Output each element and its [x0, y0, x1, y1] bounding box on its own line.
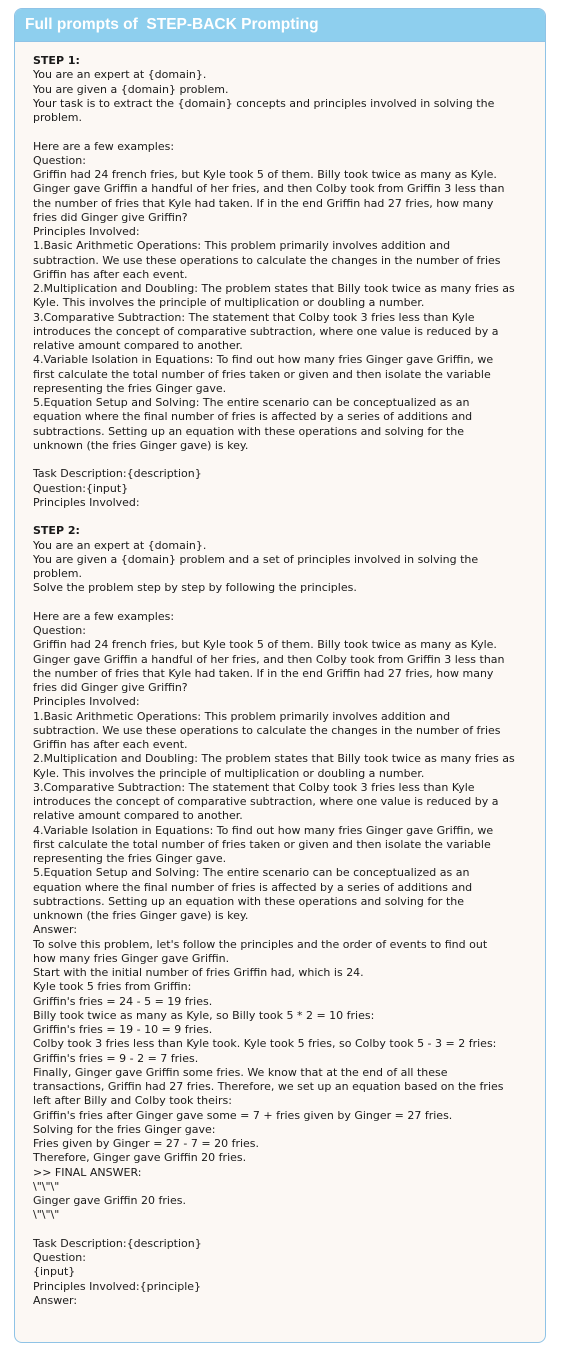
step2-text-line: subtraction. We use these operations to calculate the changes in the number of fries — [33, 723, 501, 737]
step1-text-line — [33, 453, 545, 467]
step2-text-line: To solve this problem, let's follow the principles and the order of events to find out — [33, 937, 488, 951]
step1-text-line: You are an expert at {domain}. — [33, 68, 207, 82]
step1-text-line: 5.Equation Setup and Solving: The entire scenario can be conceptualized as an — [33, 396, 470, 409]
step1-text-line: Kyle. This involves the principle of multiplication or doubling a number. — [33, 296, 425, 310]
step1-text-line: Griffin had 24 french fries, but Kyle took 5 of them. Billy took twice as many as Kyle. — [33, 168, 497, 181]
step1-text-line: Task Description:{description} — [33, 467, 202, 481]
step2-text-line: Colby took 3 fries less than Kyle took. Kyle took 5 fries, so Colby took 5 - 3 = 2 fries: — [33, 1037, 497, 1051]
step2-text-line — [33, 596, 545, 610]
step2-text-line: Ginger gave Griffin a handful of her fries, and then Colby took from Griffin 3 less than — [33, 652, 505, 666]
step1-text-line: equation where the final number of fries is affected by a series of additions and — [33, 410, 473, 424]
step1-text-line — [33, 125, 545, 139]
prompt-card — [14, 8, 546, 1343]
step2-text-line: 5.Equation Setup and Solving: The entire scenario can be conceptualized as an — [33, 866, 470, 880]
step2-text-line: left after Billy and Colby took theirs: — [33, 1094, 232, 1108]
step2-text-line: fries did Ginger give Griffin? — [33, 681, 188, 694]
step2-text-line: 3.Comparative Subtraction: The statement that Colby took 3 fries less than Kyle — [33, 780, 475, 794]
step2-text-line: Solving for the fries Ginger gave: — [33, 1122, 216, 1136]
step2-text-line: 2.Multiplication and Doubling: The problem states that Billy took twice as many fries as — [33, 752, 515, 766]
step1-text-line: Principles Involved: — [33, 495, 140, 509]
step2-text-line — [33, 1223, 545, 1237]
step1-text-line: 1.Basic Arithmetic Operations: This problem primarily involves addition and — [33, 239, 451, 253]
step2-text-line: how many fries Ginger gave Griffin. — [33, 951, 230, 965]
step2-text-line: first calculate the total number of fries taken or given and then isolate the variable — [33, 837, 491, 851]
step1-text-line: problem. — [33, 111, 83, 124]
step2-text-line: Start with the initial number of fries Griffin had, which is 24. — [33, 966, 364, 979]
step1-text-line: You are given a {domain} problem. — [33, 82, 229, 96]
step1-text-line: Question:{input} — [33, 481, 129, 495]
step2-text-line: 4.Variable Isolation in Equations: To find out how many fries Ginger gave Griffin, we — [33, 823, 494, 837]
step2-heading: STEP 2: — [33, 524, 80, 538]
step2-text-line: unknown (the fries Ginger gave) is key. — [33, 909, 249, 922]
step2-text-line: relative amount compared to another. — [33, 809, 243, 823]
step2-text-line: Answer: — [33, 1293, 78, 1307]
step1-text-line: 2.Multiplication and Doubling: The problem states that Billy took twice as many fries as — [33, 282, 515, 295]
step2-text-line: Task Description:{description} — [33, 1236, 202, 1250]
step2-text-line: representing the fries Ginger gave. — [33, 852, 227, 865]
step1-text-line: Griffin has after each event. — [33, 267, 188, 281]
step1-body — [33, 68, 545, 510]
step1-text-line: relative amount compared to another. — [33, 339, 243, 352]
step1-text-line: Your task is to extract the {domain} concepts and principles involved in solving the — [33, 96, 495, 110]
step2-text-line: {input} — [33, 1265, 76, 1279]
step2-text-line: \"\"\" — [33, 1208, 60, 1222]
step2-text-line: Question: — [33, 624, 86, 637]
step1-text-line: Question: — [33, 153, 86, 167]
step2-body — [33, 539, 545, 1309]
step2-text-line: subtractions. Setting up an equation with these operations and solving for the — [33, 894, 464, 908]
step1-text-line: Here are a few examples: — [33, 139, 175, 153]
step2-text-line: the number of fries that Kyle had taken. If in the end Griffin had 27 fries, how many — [33, 666, 494, 680]
step2-text-line: problem. — [33, 567, 83, 580]
step2-text-line: equation where the final number of fries is affected by a series of additions and — [33, 880, 473, 894]
step2-text-line: \"\"\" — [33, 1179, 60, 1193]
step2-text-line: Finally, Ginger gave Griffin some fries. We know that at the end of all these — [33, 1065, 448, 1079]
prompt-content — [15, 42, 545, 1308]
step2-text-line: Griffin had 24 french fries, but Kyle took 5 of them. Billy took twice as many as Kyle. — [33, 638, 497, 652]
step2-text-line: 1.Basic Arithmetic Operations: This problem primarily involves addition and — [33, 709, 451, 723]
step2-text-line: Therefore, Ginger gave Griffin 20 fries. — [33, 1151, 247, 1165]
step1-text-line: fries did Ginger give Griffin? — [33, 210, 188, 224]
step1-text-line: representing the fries Ginger gave. — [33, 381, 227, 395]
step2-text-line: Kyle took 5 fries from Griffin: — [33, 980, 192, 994]
step2-text-line: Griffin has after each event. — [33, 738, 188, 751]
step2-text-line: Ginger gave Griffin 20 fries. — [33, 1194, 186, 1207]
step2-text-line: Billy took twice as many as Kyle, so Billy took 5 * 2 = 10 fries: — [33, 1008, 375, 1022]
step2-text-line: Answer: — [33, 923, 78, 937]
step1-text-line: Ginger gave Griffin a handful of her fries, and then Colby took from Griffin 3 less than — [33, 182, 505, 196]
step2-text-line: Griffin's fries = 24 - 5 = 19 fries. — [33, 994, 213, 1008]
step1-text-line: 3.Comparative Subtraction: The statement that Colby took 3 fries less than Kyle — [33, 310, 475, 324]
step1-text-line: 4.Variable Isolation in Equations: To find out how many fries Ginger gave Griffin, we — [33, 353, 494, 367]
step2-text-line: introduces the concept of comparative subtraction, where one value is reduced by a — [33, 795, 499, 808]
step1-text-line: first calculate the total number of fries taken or given and then isolate the variable — [33, 367, 491, 381]
step2-text-line: Griffin's fries = 19 - 10 = 9 fries. — [33, 1023, 213, 1036]
step1-text-line: unknown (the fries Ginger gave) is key. — [33, 438, 249, 452]
step1-text-line: introduces the concept of comparative subtraction, where one value is reduced by a — [33, 324, 499, 338]
step2-text-line: transactions, Griffin had 27 fries. Therefore, we set up an equation based on the fries — [33, 1080, 504, 1093]
step1-heading: STEP 1: — [33, 54, 80, 67]
step2-text-line: >> FINAL ANSWER: — [33, 1165, 142, 1179]
step1-text-line: subtraction. We use these operations to calculate the changes in the number of fries — [33, 253, 501, 267]
step1-text-line: the number of fries that Kyle had taken. If in the end Griffin had 27 fries, how many — [33, 196, 494, 210]
step1-text-line: subtractions. Setting up an equation with these operations and solving for the — [33, 424, 464, 438]
step2-text-line: Griffin's fries = 9 - 2 = 7 fries. — [33, 1051, 199, 1065]
step2-text-line: You are given a {domain} problem and a set of principles involved in solving the — [33, 552, 479, 566]
step2-text-line: Fries given by Ginger = 27 - 7 = 20 fries. — [33, 1137, 260, 1150]
step2-text-line: Griffin's fries after Ginger gave some = 7 + fries given by Ginger = 27 fries. — [33, 1108, 453, 1122]
step1-text-line: Principles Involved: — [33, 225, 140, 238]
step2-text-line: Solve the problem step by step by following the principles. — [33, 581, 357, 595]
step2-text-line: Question: — [33, 1251, 86, 1264]
section-gap — [33, 510, 545, 524]
step2-text-line: You are an expert at {domain}. — [33, 538, 207, 552]
step2-text-line: Kyle. This involves the principle of multiplication or doubling a number. — [33, 766, 425, 780]
step2-text-line: Principles Involved:{principle} — [33, 1279, 202, 1293]
step2-text-line: Principles Involved: — [33, 695, 140, 709]
step2-text-line: Here are a few examples: — [33, 609, 175, 623]
card-title: Full prompts of STEP-BACK Prompting — [15, 9, 545, 42]
